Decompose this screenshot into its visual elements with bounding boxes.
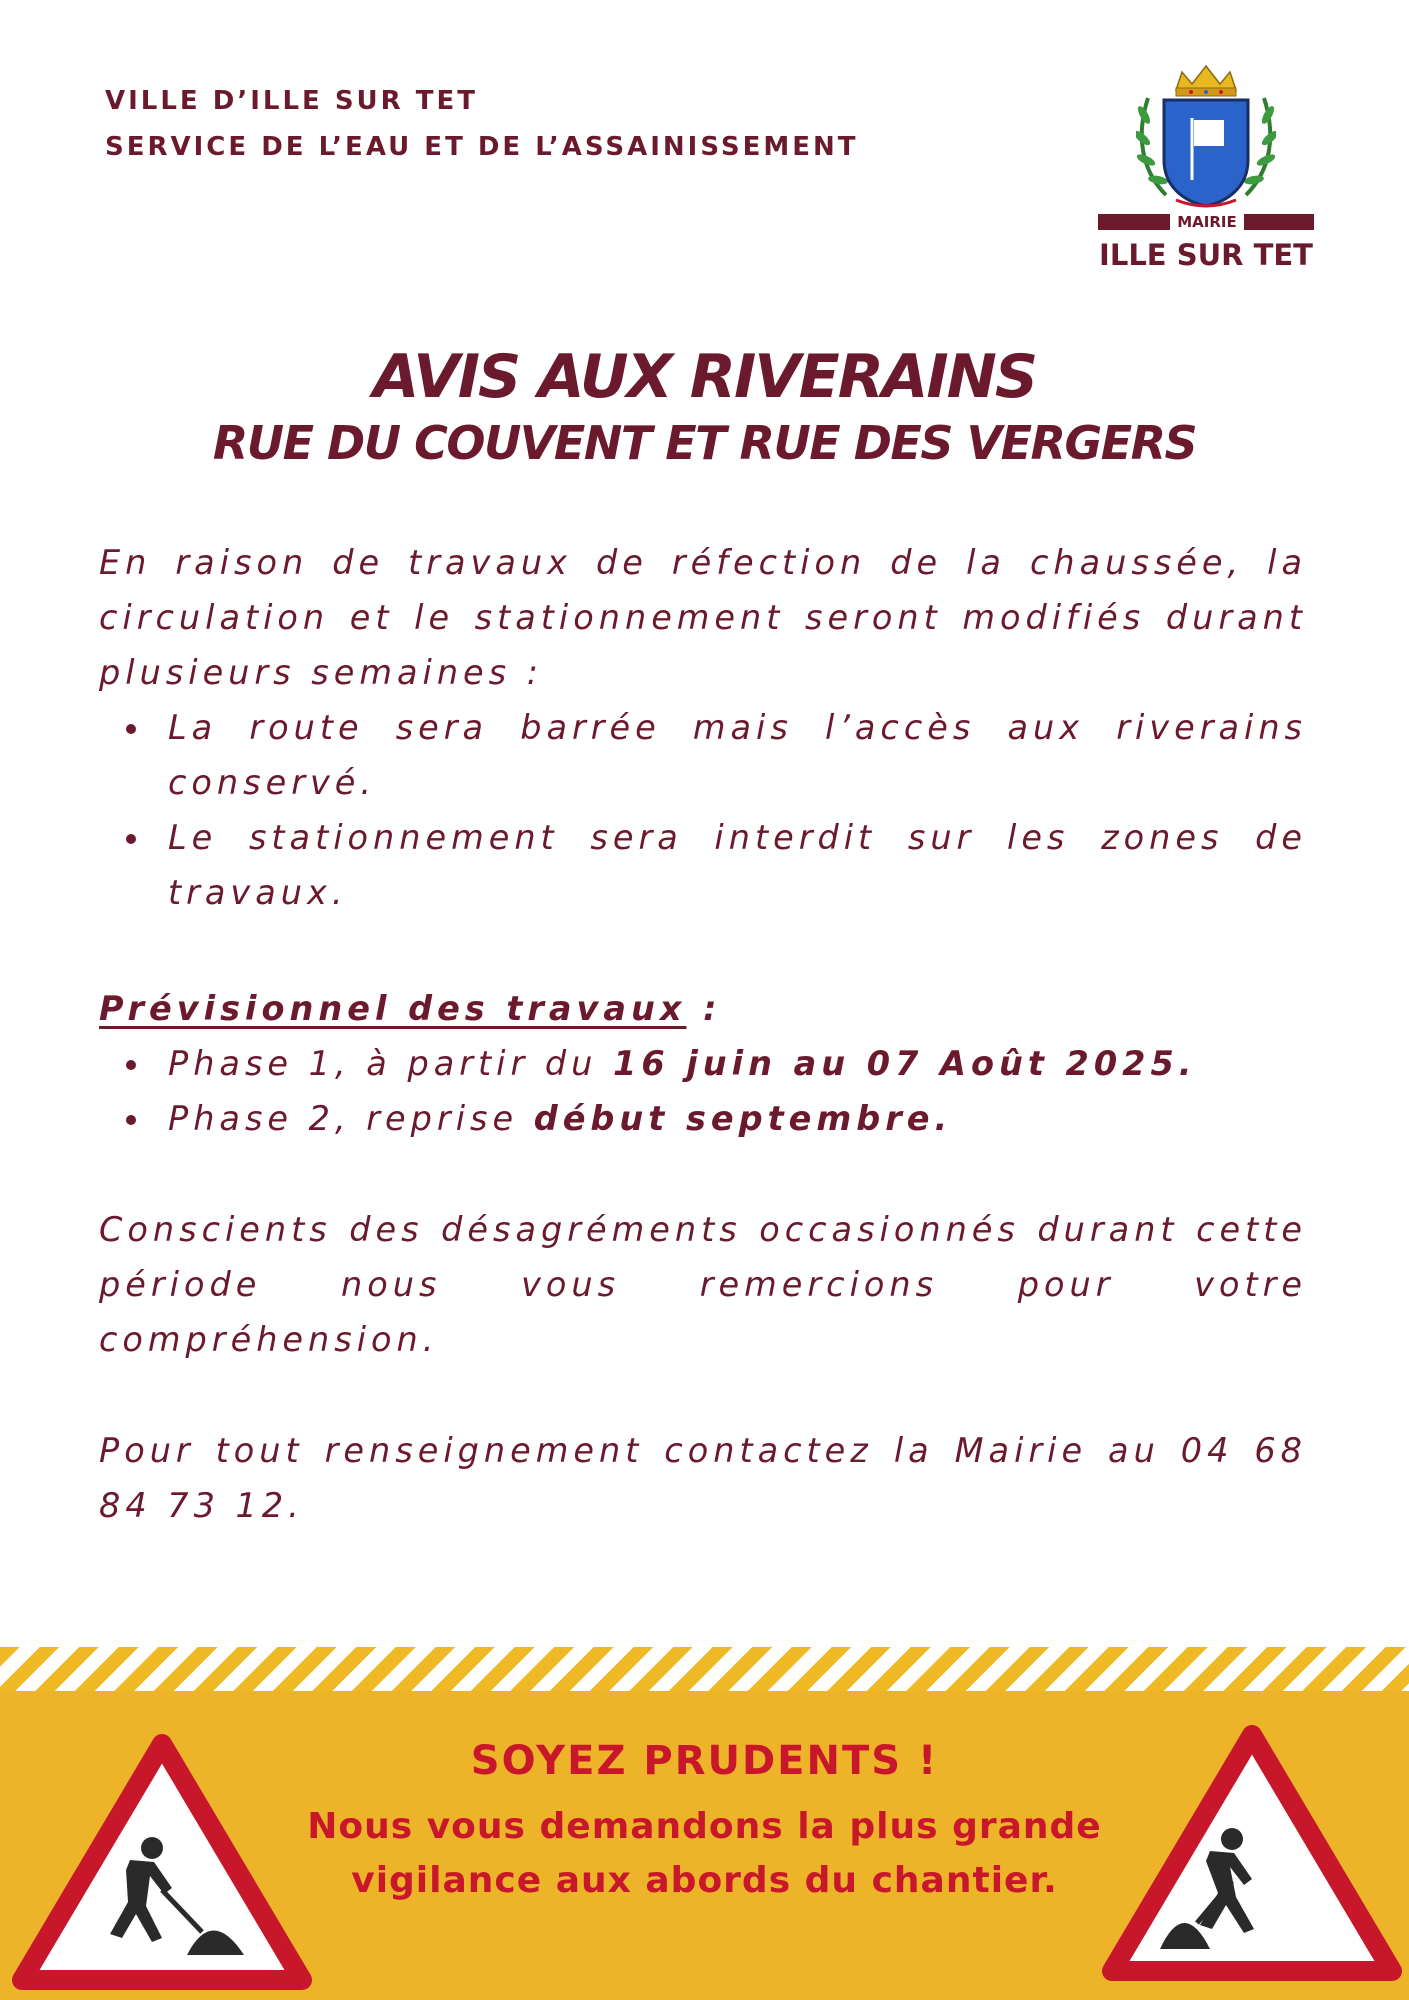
intro-bullet: Le stationnement sera interdit sur les zones de travaux.	[99, 810, 1307, 920]
schedule-phase-2	[99, 1091, 1307, 1146]
closing-paragraph: Conscients des désagréments occasionnés durant cette période nous vous remercions pour votre compréhension.	[99, 1210, 1307, 1359]
schedule-heading-colon: :	[686, 989, 722, 1028]
organization-header	[105, 78, 859, 170]
warning-title: SOYEZ PRUDENTS !	[470, 1738, 939, 1784]
roadworks-warning-sign-icon	[1102, 1721, 1402, 1983]
schedule-section	[99, 981, 1307, 1146]
warning-line-2: vigilance aux abords du chantier.	[351, 1860, 1058, 1901]
phase-2-text: Phase 2, reprise	[168, 1099, 534, 1138]
phase-2-dates: début septembre	[533, 1099, 935, 1138]
coat-of-arms-icon	[1136, 60, 1276, 210]
logo-mairie-label: MAIRIE	[1170, 210, 1244, 234]
phase-1-dates: 16 juin au 07 Août 2025	[613, 1044, 1179, 1083]
schedule-list	[99, 1036, 1307, 1146]
logo-city-name: ILLE SUR TET	[1099, 238, 1313, 272]
notice-title: AVIS AUX RIVERAINS	[372, 342, 1037, 412]
phase-2-period: .	[934, 1099, 953, 1138]
town-logo	[1098, 60, 1314, 275]
intro-section	[99, 535, 1307, 920]
intro-bullet-list	[99, 700, 1307, 920]
service-name: SERVICE DE L’EAU ET DE L’ASSAINISSEMENT	[105, 132, 859, 162]
intro-bullet: La route sera barrée mais l’accès aux riverains conservé.	[99, 700, 1307, 810]
city-name: VILLE D’ILLE SUR TET	[105, 86, 478, 116]
schedule-heading	[99, 981, 1307, 1036]
phase-1-text: Phase 1, à partir du	[168, 1044, 614, 1083]
hazard-stripes	[0, 1647, 1409, 1691]
phase-1-period: .	[1178, 1044, 1197, 1083]
warning-line-1: Nous vous demandons la plus grande	[307, 1806, 1102, 1847]
intro-paragraph: En raison de travaux de réfection de la chaussée, la circulation et le stationnement seront modifiés durant plusieurs semaines :	[99, 543, 1307, 692]
notice-subtitle: RUE DU COUVENT ET RUE DES VERGERS	[212, 416, 1197, 470]
contact-paragraph: Pour tout renseignement contactez la Mairie au 04 68 84 73 12.	[99, 1431, 1307, 1525]
schedule-heading-text: Prévisionnel des travaux	[99, 989, 687, 1028]
roadworks-warning-sign-icon	[12, 1730, 312, 1992]
schedule-phase-1	[99, 1036, 1307, 1091]
